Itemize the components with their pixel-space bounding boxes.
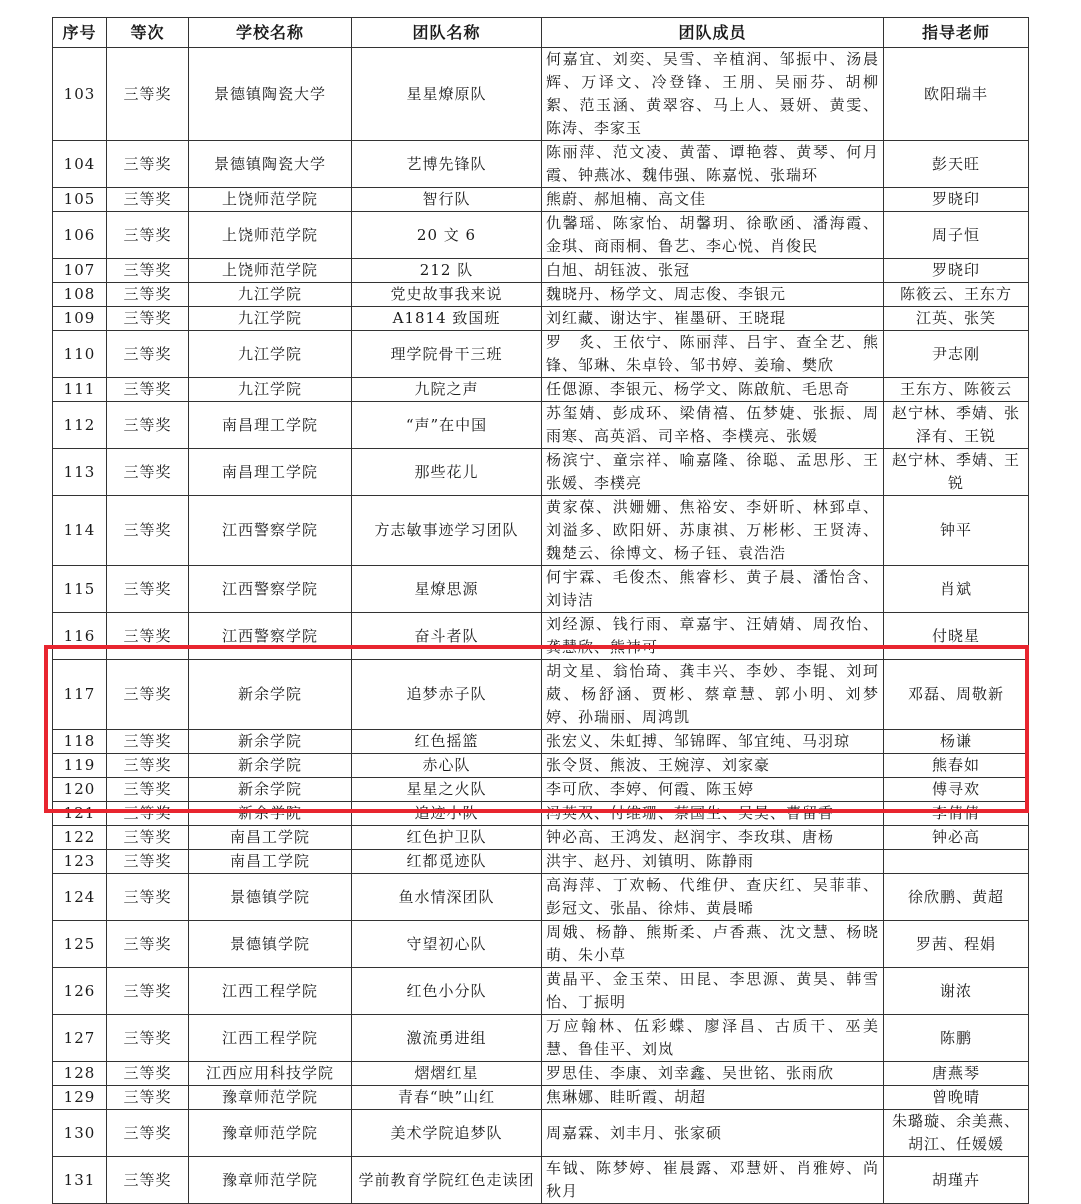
row-school: 南昌理工学院 [189,402,352,449]
table-row [53,402,1029,449]
row-advisor: 曾晚晴 [884,1086,1029,1110]
row-grade: 三等奖 [107,730,189,754]
row-school: 九江学院 [189,283,352,307]
row-advisor: 肖斌 [884,566,1029,613]
header-advisor: 指导老师 [884,18,1029,48]
row-grade: 三等奖 [107,1062,189,1086]
row-members: 仇馨瑶、陈家怡、胡馨玥、徐歌函、潘海霞、金琪、商雨桐、鲁艺、李心悦、肖俊民 [542,212,884,259]
table-row [53,921,1029,968]
row-grade: 三等奖 [107,1157,189,1204]
row-grade: 三等奖 [107,307,189,331]
row-school: 景德镇学院 [189,874,352,921]
row-school: 江西警察学院 [189,566,352,613]
row-advisor: 李倩倩 [884,802,1029,826]
row-school: 江西应用科技学院 [189,1062,352,1086]
row-number: 128 [53,1062,107,1086]
row-team: 212 队 [352,259,542,283]
row-advisor: 钟必高 [884,826,1029,850]
table-row [53,1086,1029,1110]
row-school: 新余学院 [189,730,352,754]
table-row [53,850,1029,874]
row-team: 星燎思源 [352,566,542,613]
row-advisor: 唐燕琴 [884,1062,1029,1086]
row-advisor: 尹志刚 [884,331,1029,378]
table-row [53,496,1029,566]
table-row [53,259,1029,283]
row-number: 110 [53,331,107,378]
row-school: 上饶师范学院 [189,212,352,259]
table-row [53,1015,1029,1062]
row-number: 131 [53,1157,107,1204]
row-team: 守望初心队 [352,921,542,968]
table-row [53,1062,1029,1086]
row-number: 127 [53,1015,107,1062]
row-members: 李可欣、李婷、何霞、陈玉婷 [542,778,884,802]
row-grade: 三等奖 [107,968,189,1015]
row-advisor: 陈鹏 [884,1015,1029,1062]
row-members: 胡文星、翁怡琦、龚丰兴、李妙、李锟、刘珂葳、杨舒涵、贾彬、蔡章慧、郭小明、刘梦婷、孙瑞丽、周鸿凯 [542,660,884,730]
row-school: 南昌理工学院 [189,449,352,496]
row-grade: 三等奖 [107,402,189,449]
row-advisor: 赵宁林、季婧、王锐 [884,449,1029,496]
row-grade: 三等奖 [107,378,189,402]
table-row [53,188,1029,212]
row-school: 豫章师范学院 [189,1157,352,1204]
row-number: 119 [53,754,107,778]
table-row [53,730,1029,754]
row-team: 红色摇篮 [352,730,542,754]
row-advisor: 付晓星 [884,613,1029,660]
row-school: 江西工程学院 [189,968,352,1015]
row-advisor [884,850,1029,874]
row-number: 108 [53,283,107,307]
table-row [53,1157,1029,1204]
row-school: 新余学院 [189,660,352,730]
row-number: 125 [53,921,107,968]
row-members: 周娥、杨静、熊斯柔、卢香燕、沈文慧、杨晓萌、朱小草 [542,921,884,968]
row-advisor: 徐欣鹏、黄超 [884,874,1029,921]
table-row [53,613,1029,660]
table-row [53,212,1029,259]
header-grade: 等次 [107,18,189,48]
award-table [52,17,1029,1204]
row-grade: 三等奖 [107,566,189,613]
row-number: 126 [53,968,107,1015]
row-school: 南昌工学院 [189,850,352,874]
row-team: 理学院骨干三班 [352,331,542,378]
row-school: 豫章师范学院 [189,1086,352,1110]
row-members: 钟必高、王鸿发、赵润宇、李玫琪、唐杨 [542,826,884,850]
row-number: 114 [53,496,107,566]
row-number: 113 [53,449,107,496]
table-row [53,307,1029,331]
row-number: 112 [53,402,107,449]
row-number: 105 [53,188,107,212]
row-grade: 三等奖 [107,48,189,141]
row-team: 美术学院追梦队 [352,1110,542,1157]
row-team: 九院之声 [352,378,542,402]
row-number: 109 [53,307,107,331]
header-number: 序号 [53,18,107,48]
row-team: 20 文 6 [352,212,542,259]
row-members: 洪宇、赵丹、刘镇明、陈静雨 [542,850,884,874]
row-members: 张宏义、朱虹搏、邹锦晖、邹宜纯、马羽琼 [542,730,884,754]
row-grade: 三等奖 [107,850,189,874]
row-team: 那些花儿 [352,449,542,496]
row-grade: 三等奖 [107,331,189,378]
row-team: 赤心队 [352,754,542,778]
row-advisor: 杨谦 [884,730,1029,754]
row-school: 江西工程学院 [189,1015,352,1062]
row-advisor: 罗茜、程娟 [884,921,1029,968]
row-grade: 三等奖 [107,496,189,566]
row-members: 魏晓丹、杨学文、周志俊、李银元 [542,283,884,307]
row-team: 鱼水情深团队 [352,874,542,921]
row-school: 九江学院 [189,307,352,331]
row-number: 103 [53,48,107,141]
row-grade: 三等奖 [107,660,189,730]
row-school: 江西警察学院 [189,613,352,660]
row-grade: 三等奖 [107,188,189,212]
row-school: 景德镇陶瓷大学 [189,48,352,141]
row-team: 红色护卫队 [352,826,542,850]
row-number: 129 [53,1086,107,1110]
row-school: 九江学院 [189,331,352,378]
row-advisor: 胡瑾卉 [884,1157,1029,1204]
row-number: 130 [53,1110,107,1157]
row-members: 白旭、胡钰波、张冠 [542,259,884,283]
row-number: 111 [53,378,107,402]
row-members: 杨滨宁、童宗祥、喻嘉隆、徐聪、孟思彤、王张媛、李樸亮 [542,449,884,496]
row-members: 冯英双、付维珊、蔡国生、吴昊、曹留香 [542,802,884,826]
table-row [53,802,1029,826]
row-grade: 三等奖 [107,754,189,778]
row-number: 121 [53,802,107,826]
row-number: 120 [53,778,107,802]
row-team: 学前教育学院红色走读团 [352,1157,542,1204]
row-members: 刘经源、钱行雨、章嘉宇、汪婧婧、周孜怡、龚慧欣、熊祎可 [542,613,884,660]
row-grade: 三等奖 [107,212,189,259]
row-members: 黄家葆、洪姗姗、焦裕安、李妍昕、林郅卓、刘溢多、欧阳妍、苏康祺、万彬彬、王贤涛、魏楚云、徐博文、杨子钰、袁浩浩 [542,496,884,566]
row-advisor: 王东方、陈筱云 [884,378,1029,402]
row-members: 高海萍、丁欢畅、代维伊、查庆红、吴菲菲、彭冠文、张晶、徐炜、黄晨晞 [542,874,884,921]
row-members: 何嘉宜、刘奕、吴雪、辛植润、邹振中、汤晨辉、万译文、冷登锋、王朋、吴丽芬、胡柳絮、范玉涵、黄翠容、马上人、聂妍、黄雯、陈涛、李家玉 [542,48,884,141]
table-row [53,660,1029,730]
award-document [52,17,1028,1204]
row-grade: 三等奖 [107,921,189,968]
table-header-row [53,18,1029,48]
row-team: 党史故事我来说 [352,283,542,307]
row-school: 上饶师范学院 [189,259,352,283]
row-team: 红都觅迹队 [352,850,542,874]
row-members: 张令贤、熊波、王婉淳、刘家豪 [542,754,884,778]
row-grade: 三等奖 [107,874,189,921]
row-school: 景德镇学院 [189,921,352,968]
table-row [53,826,1029,850]
row-advisor: 欧阳瑞丰 [884,48,1029,141]
row-advisor: 江英、张笑 [884,307,1029,331]
row-school: 南昌工学院 [189,826,352,850]
row-team: “声”在中国 [352,402,542,449]
table-row [53,1110,1029,1157]
row-team: 智行队 [352,188,542,212]
row-grade: 三等奖 [107,1086,189,1110]
row-members: 陈丽萍、范文凌、黄蕾、谭艳蓉、黄琴、何月霞、钟燕冰、魏伟强、陈嘉悦、张瑞环 [542,141,884,188]
row-team: 艺博先锋队 [352,141,542,188]
row-number: 104 [53,141,107,188]
table-row [53,566,1029,613]
row-team: 追梦赤子队 [352,660,542,730]
table-row [53,141,1029,188]
row-school: 江西警察学院 [189,496,352,566]
row-grade: 三等奖 [107,1110,189,1157]
row-school: 新余学院 [189,754,352,778]
row-members: 任偲源、李银元、杨学文、陈啟航、毛思奇 [542,378,884,402]
row-members: 苏玺婧、彭成环、梁倩禧、伍梦婕、张振、周雨寒、高英滔、司辛格、李樸亮、张媛 [542,402,884,449]
row-number: 106 [53,212,107,259]
table-row [53,378,1029,402]
row-advisor: 傅寻欢 [884,778,1029,802]
row-number: 107 [53,259,107,283]
table-row [53,283,1029,307]
row-number: 117 [53,660,107,730]
row-members: 熊蔚、郝旭楠、高文佳 [542,188,884,212]
row-members: 何宇霖、毛俊杰、熊睿杉、黄子晨、潘怡含、刘诗洁 [542,566,884,613]
row-team: 熠熠红星 [352,1062,542,1086]
row-team: 青春“映”山红 [352,1086,542,1110]
header-members: 团队成员 [542,18,884,48]
row-number: 116 [53,613,107,660]
row-grade: 三等奖 [107,283,189,307]
row-grade: 三等奖 [107,826,189,850]
row-advisor: 赵宁林、季婧、张泽有、王锐 [884,402,1029,449]
row-team: 奋斗者队 [352,613,542,660]
table-row [53,48,1029,141]
row-grade: 三等奖 [107,259,189,283]
row-grade: 三等奖 [107,802,189,826]
row-school: 豫章师范学院 [189,1110,352,1157]
row-number: 122 [53,826,107,850]
row-members: 焦琳娜、眭昕霞、胡超 [542,1086,884,1110]
row-advisor: 罗晓印 [884,259,1029,283]
row-team: A1814 致国班 [352,307,542,331]
header-school: 学校名称 [189,18,352,48]
row-advisor: 谢浓 [884,968,1029,1015]
row-number: 123 [53,850,107,874]
header-team: 团队名称 [352,18,542,48]
row-advisor: 朱璐璇、余美燕、胡江、任媛媛 [884,1110,1029,1157]
row-grade: 三等奖 [107,141,189,188]
row-advisor: 陈筱云、王东方 [884,283,1029,307]
row-members: 车钺、陈梦婷、崔晨露、邓慧妍、肖雅婷、尚秋月 [542,1157,884,1204]
row-team: 追迹小队 [352,802,542,826]
row-members: 周嘉霖、刘丰月、张家硕 [542,1110,884,1157]
row-members: 罗 炙、王依宁、陈丽萍、吕宇、查全艺、熊锋、邹琳、朱卓铃、邹书婷、姜瑜、樊欣 [542,331,884,378]
table-row [53,754,1029,778]
row-grade: 三等奖 [107,449,189,496]
row-school: 景德镇陶瓷大学 [189,141,352,188]
row-advisor: 钟平 [884,496,1029,566]
row-number: 115 [53,566,107,613]
row-grade: 三等奖 [107,778,189,802]
row-team: 激流勇进组 [352,1015,542,1062]
row-team: 方志敏事迹学习团队 [352,496,542,566]
table-row [53,331,1029,378]
row-school: 上饶师范学院 [189,188,352,212]
row-members: 万应翰林、伍彩蝶、廖泽昌、古质干、巫美慧、鲁佳平、刘岚 [542,1015,884,1062]
row-members: 罗思佳、李康、刘幸鑫、吴世铭、张雨欣 [542,1062,884,1086]
row-advisor: 熊春如 [884,754,1029,778]
table-row [53,874,1029,921]
table-row [53,968,1029,1015]
row-number: 124 [53,874,107,921]
row-school: 新余学院 [189,802,352,826]
row-team: 星星之火队 [352,778,542,802]
row-advisor: 彭天旺 [884,141,1029,188]
row-advisor: 周子恒 [884,212,1029,259]
row-school: 新余学院 [189,778,352,802]
row-advisor: 邓磊、周敬新 [884,660,1029,730]
row-members: 刘红藏、谢达宇、崔墨研、王晓琨 [542,307,884,331]
row-number: 118 [53,730,107,754]
row-grade: 三等奖 [107,1015,189,1062]
row-members: 黄晶平、金玉荣、田昆、李思源、黄昊、韩雪怡、丁振明 [542,968,884,1015]
row-school: 九江学院 [189,378,352,402]
row-advisor: 罗晓印 [884,188,1029,212]
row-grade: 三等奖 [107,613,189,660]
table-row [53,778,1029,802]
table-row [53,449,1029,496]
row-team: 红色小分队 [352,968,542,1015]
row-team: 星星燎原队 [352,48,542,141]
table-body [53,48,1029,1204]
